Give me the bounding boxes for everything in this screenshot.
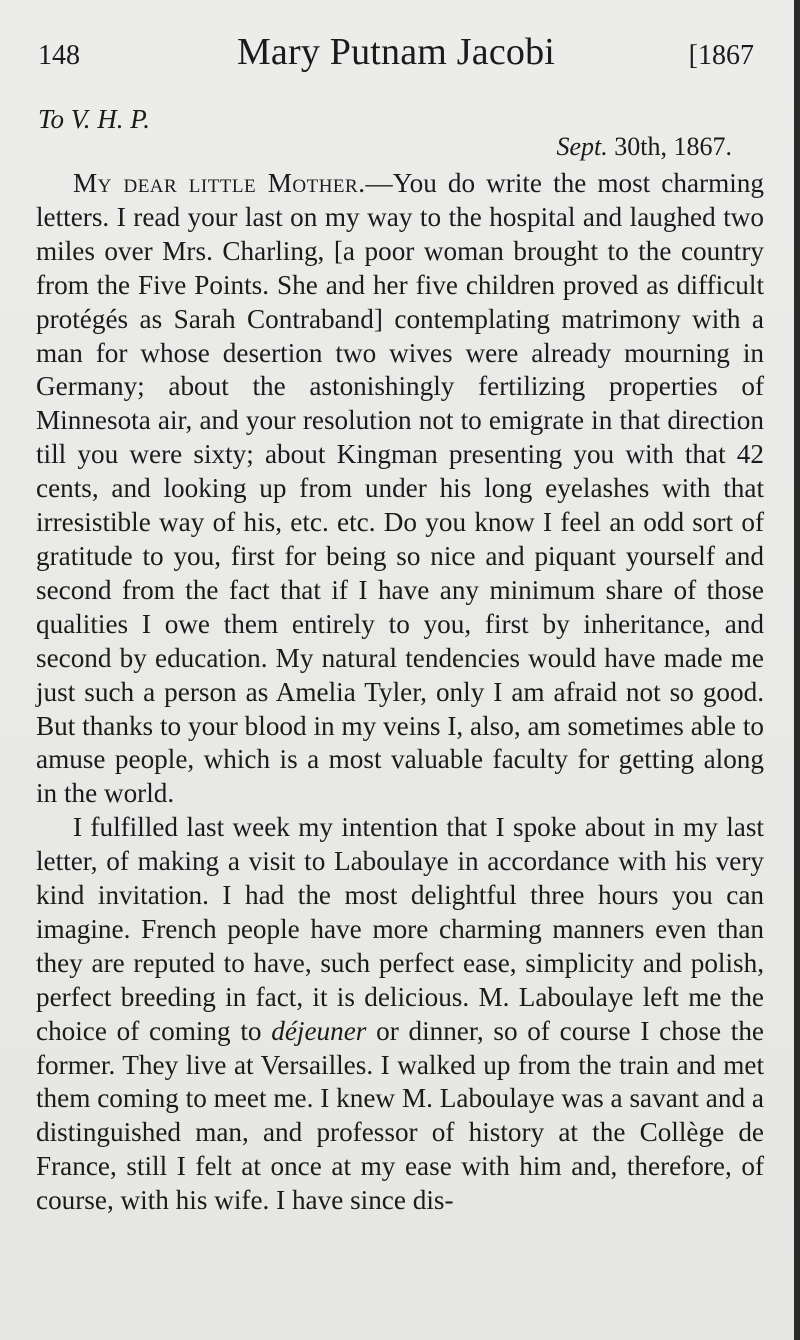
paragraph-2-italic-word: déjeuner — [271, 1015, 367, 1046]
date-day-year: 30th, 1867. — [607, 132, 732, 161]
letter-body — [36, 167, 764, 1218]
salutation: My dear little Mother. — [73, 168, 366, 198]
paragraph-1-text: —You do write the most charming letters. I read your last on my way to the hospital and laughed two miles over Mrs. Charling, [a poor woman brought to the country from the Five Points. She and her five children proved as difficult protégés as Sarah Contraband] contemplating matrimony with a man for whose desertion two wives were already mourning in Germany; about the astonishingly fertilizing properties of Minnesota air, and your resolution not to emigrate in that direction till you were sixty; about Kingman presenting you with that 42 cents, and looking up from under his long eyelashes with that irresistible way of his, etc. etc. Do you know I feel an odd sort of gratitude to you, first for being so nice and piquant yourself and second from the fact that if I have any minimum share of those qualities I owe them entirely to you, first by inheritance, and second by education. My natural tendencies would have made me just such a person as Amelia Tyler, only I am afraid not so good. But thanks to your blood in my veins I, also, am sometimes able to amuse people, which is a most valuable faculty for getting along in the world. — [36, 168, 764, 809]
paragraph-2 — [36, 811, 764, 1218]
letter-date — [557, 132, 733, 162]
paragraph-1 — [36, 167, 764, 811]
running-year: [1867 — [688, 40, 754, 71]
page-number: 148 — [38, 40, 80, 71]
letter-recipient: To V. H. P. — [38, 104, 151, 134]
paragraph-2-text-b: or dinner, so of course I chose the former. They live at Versailles. I walked up from the train and met them coming to meet me. I knew M. Laboulaye was a savant and a distinguished man, and professor of history at the Collège de France, still I felt at once at my ease with him and, therefore, of course, with his wife. I have since dis- — [36, 1015, 764, 1216]
running-head — [38, 30, 754, 80]
running-title: Mary Putnam Jacobi — [236, 31, 556, 73]
paragraph-2-text-a: I fulfilled last week my intention that I spoke about in my last letter, of making a visit to Laboulaye in accordance with his very kind invitation. I had the most delightful three hours you can imagine. French people have more charming manners even than they are reputed to have, such perfect ease, simplicity and polish, perfect breeding in fact, it is delicious. M. Laboulaye left me the choice of coming to — [36, 812, 764, 1046]
date-month: Sept. — [556, 132, 608, 161]
